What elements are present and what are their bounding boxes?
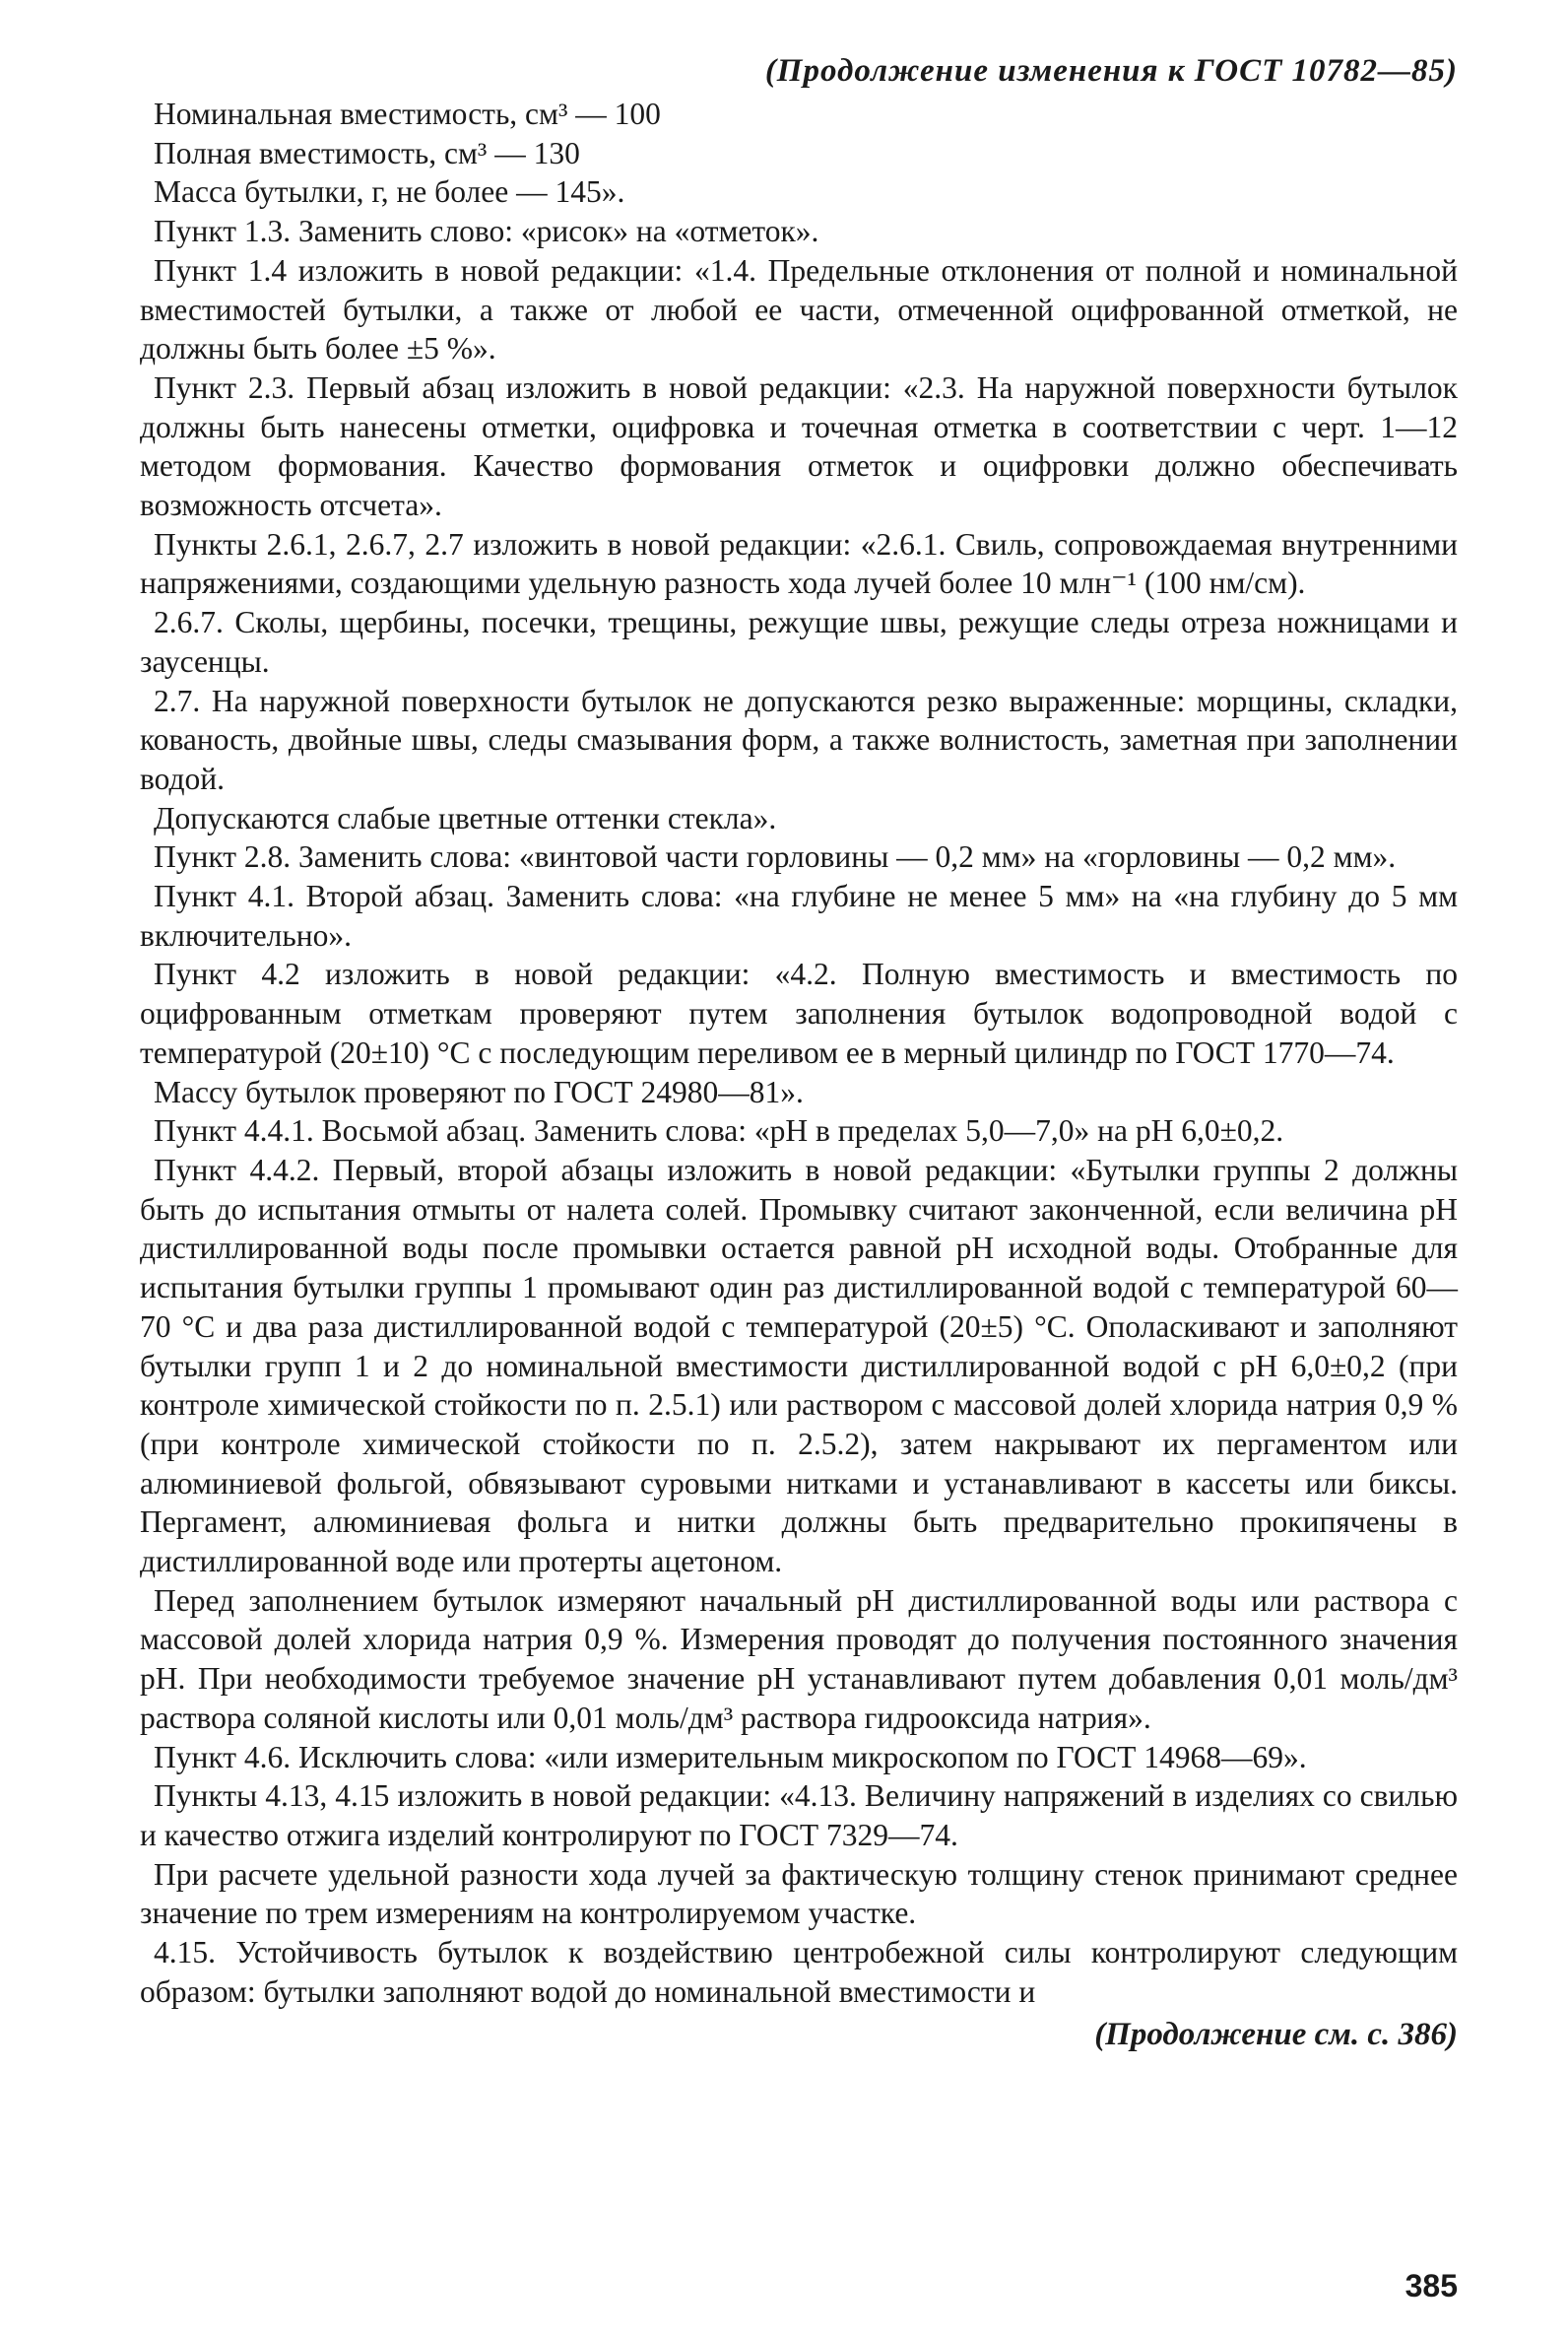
paragraph-item-2-3: Пункт 2.3. Первый абзац изложить в новой редакции: «2.3. На наружной поверхности бутылок должны быть нанесены отметки, оцифровка и точечная отметка в соответствии с черт. 1—12 методом формования. Качество формования отметок и оцифровки должно обеспечивать возможность отсчета». [140, 369, 1458, 523]
paragraph-item-4-1: Пункт 4.1. Второй абзац. Заменить слова: «на глубине не менее 5 мм» на «на глубину до 5 мм включительно». [140, 879, 1458, 953]
paragraph-item-4-15: 4.15. Устойчивость бутылок к воздействию центробежной силы контролируют следующим образом: бутылки заполняют водой до номинальной вместимости и [140, 1935, 1458, 2009]
paragraph-bottle-mass: Масса бутылки, г, не более — 145». [154, 174, 625, 210]
paragraph-ph-measurement: Перед заполнением бутылок измеряют начальный pH дистиллированной воды или раствора с массовой долей хлорида натрия 0,9 %. Измерения проводят до получения постоянного значения pH. При необходимости требуемое значение pH устанавливают путем добавления 0,01 моль/дм³ раствора соляной кислоты или 0,01 моль/дм³ раствора гидрооксида натрия». [140, 1582, 1458, 1735]
paragraph-item-4-4-1: Пункт 4.4.1. Восьмой абзац. Заменить слова: «pH в пределах 5,0—7,0» на pH 6,0±0,2. [154, 1113, 1284, 1149]
continuation-note: (Продолжение см. с. 386) [1094, 2017, 1458, 2053]
paragraph-item-1-3: Пункт 1.3. Заменить слово: «рисок» на «отметок». [154, 214, 819, 249]
paragraph-item-1-4: Пункт 1.4 изложить в новой редакции: «1.4. Предельные отклонения от полной и номинальной вместимостей бутылки, а также от любой ее части, отмеченной оцифрованной отметкой, не должны быть более ±5 %». [140, 252, 1458, 367]
document-page [140, 49, 1458, 2056]
paragraph-glass-tints: Допускаются слабые цветные оттенки стекла». [154, 800, 777, 835]
paragraph-item-4-6: Пункт 4.6. Исключить слова: «или измерительным микроскопом по ГОСТ 14968—69». [154, 1739, 1307, 1774]
page-header: (Продолжение изменения к ГОСТ 10782—85) [764, 53, 1458, 89]
paragraph-mass-check: Массу бутылок проверяют по ГОСТ 24980—81». [154, 1074, 804, 1109]
paragraph-nominal-capacity: Номинальная вместимость, см³ — 100 [154, 97, 661, 131]
paragraph-items-2-6-1: Пункты 2.6.1, 2.6.7, 2.7 изложить в новой редакции: «2.6.1. Свиль, сопровождаемая внутренними напряжениями, создающими удельную разность хода лучей более 10 млн⁻¹ (100 нм/см). [140, 526, 1458, 601]
paragraph-full-capacity: Полная вместимость, см³ — 130 [154, 135, 580, 170]
paragraph-wall-thickness: При расчете удельной разности хода лучей за фактическую толщину стенок принимают среднее значение по трем измерениям на контролируемом участке. [140, 1856, 1458, 1931]
paragraph-item-2-7: 2.7. На наружной поверхности бутылок не допускаются резко выраженные: морщины, складки, кованость, двойные швы, следы смазывания форм, а также волнистость, заметная при заполнении водой. [140, 683, 1458, 796]
paragraph-item-2-8: Пункт 2.8. Заменить слова: «винтовой части горловины — 0,2 мм» на «горловины — 0,2 мм». [154, 839, 1397, 875]
paragraph-items-4-13: Пункты 4.13, 4.15 изложить в новой редакции: «4.13. Величину напряжений в изделиях со свилью и качество отжига изделий контролируют по ГОСТ 7329—74. [140, 1778, 1458, 1852]
paragraph-item-4-4-2: Пункт 4.4.2. Первый, второй абзацы изложить в новой редакции: «Бутылки группы 2 должны быть до испытания отмыты от налета солей. Промывку считают законченной, если величина pH дистиллированной воды после промывки остается равной pH исходной воды. Отобранные для испытания бутылки группы 1 промывают один раз дистиллированной водой с температурой 60—70 °С и два раза дистиллированной водой с температурой (20±5) °С. Ополаскивают и заполняют бутылки групп 1 и 2 до номинальной вместимости дистиллированной водой с pH 6,0±0,2 (при контроле химической стойкости по п. 2.5.1) или раствором с массовой долей хлорида натрия 0,9 % (при контроле химической стойкости по п. 2.5.2), затем накрывают их пергаментом или алюминиевой фольгой, обвязывают суровыми нитками и устанавливают в кассеты или биксы. Пергамент, алюминиевая фольга и нитки должны быть предварительно прокипячены в дистиллированной воде или протерты ацетоном. [140, 1152, 1458, 1579]
page-number: 385 [1405, 2268, 1458, 2303]
paragraph-item-4-2: Пункт 4.2 изложить в новой редакции: «4.2. Полную вместимость и вместимость по оцифрованным отметкам проверяют путем заполнения бутылок водопроводной водой с температурой (20±10) °С с последующим переливом ее в мерный цилиндр по ГОСТ 1770—74. [140, 957, 1458, 1070]
paragraph-item-2-6-7: 2.6.7. Сколы, щербины, посечки, трещины, режущие швы, режущие следы отреза ножницами и заусенцы. [140, 605, 1458, 679]
